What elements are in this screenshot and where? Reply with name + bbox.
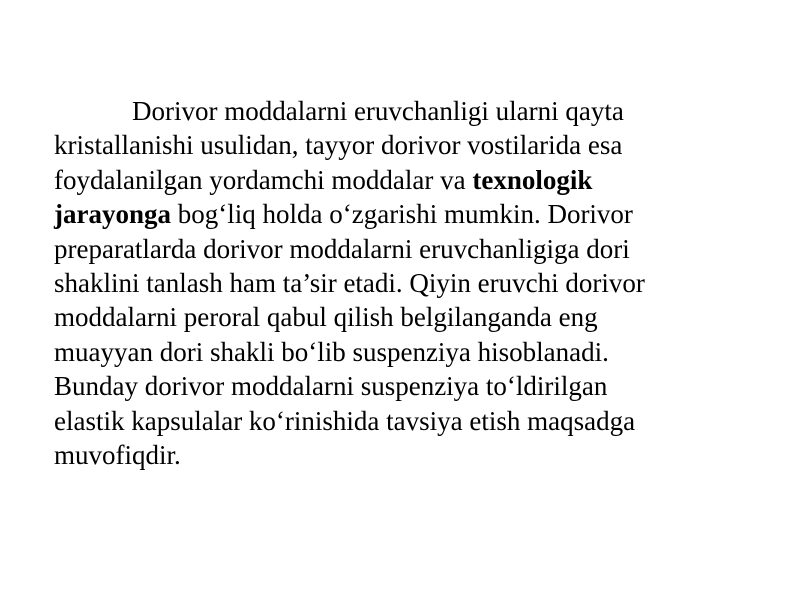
paragraph-text: Dorivor moddalarni eruvchanligi ularni qayta — [132, 96, 624, 126]
paragraph-text: elastik kapsulalar ko‘rinishida tavsiya etish maqsadga — [54, 405, 636, 436]
paragraph-line-4 — [54, 197, 750, 231]
paragraph-text: bog‘liq holda o‘zgarishi mumkin. Dorivor — [171, 199, 633, 230]
bold-emphasis-text: jarayonga — [54, 199, 171, 230]
paragraph-text: muayyan dori shakli bo‘lib suspenziya hisoblanadi. — [54, 336, 609, 367]
paragraph-line-10 — [54, 404, 750, 438]
paragraph-text: shaklini tanlash ham ta’sir etadi. Qiyin eruvchi dorivor — [54, 268, 645, 299]
paragraph-line-5 — [54, 232, 750, 266]
body-paragraph — [54, 94, 750, 472]
paragraph-text: muvofiqdir. — [54, 440, 181, 471]
paragraph-text: moddalarni peroral qabul qilish belgilanganda eng — [54, 302, 598, 333]
paragraph-text: kristallanishi usulidan, tayyor dorivor vostilarida esa — [54, 130, 623, 161]
paragraph-text: preparatlarda dorivor moddalarni eruvchanligiga dori — [54, 233, 630, 264]
paragraph-line-6 — [54, 266, 750, 300]
paragraph-text: foydalanilgan yordamchi moddalar va — [54, 164, 473, 195]
paragraph-line-3 — [54, 163, 750, 197]
paragraph-line-11 — [54, 438, 750, 472]
paragraph-line-1 — [54, 94, 750, 128]
paragraph-line-7 — [54, 300, 750, 334]
paragraph-line-8 — [54, 335, 750, 369]
bold-emphasis-text: texnologik — [472, 164, 593, 195]
paragraph-line-9 — [54, 369, 750, 403]
paragraph-text: Bunday dorivor moddalarni suspenziya to‘ldirilgan — [54, 371, 608, 402]
paragraph-line-2 — [54, 128, 750, 162]
